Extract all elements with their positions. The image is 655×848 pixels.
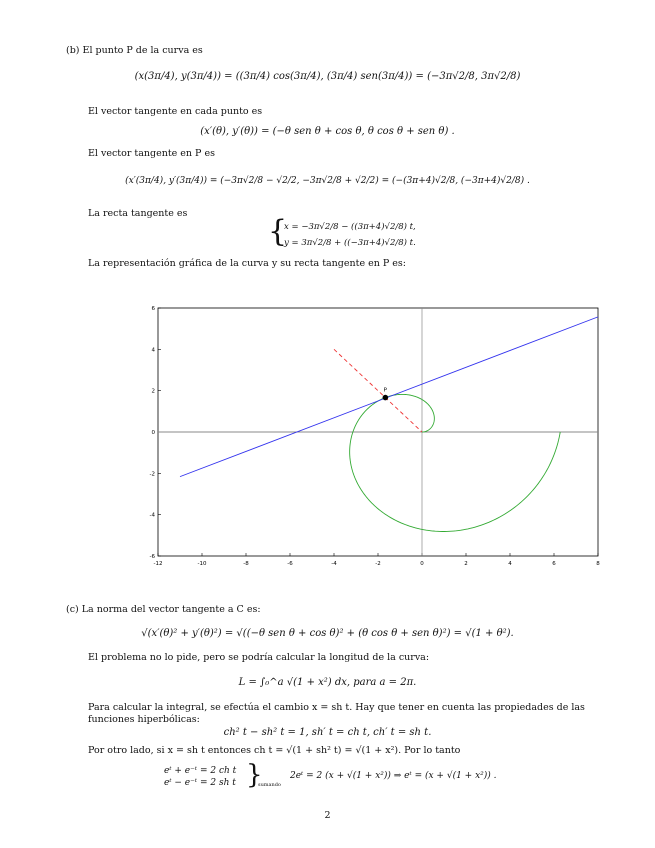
system-brace: { <box>268 214 288 249</box>
normal-line <box>334 349 422 432</box>
other-side-text: Por otro lado, si x = sh t entonces ch t = √(1 + sh² t) = √(1 + x²). Por lo tanto <box>88 745 461 756</box>
x-tick-label: -4 <box>331 561 337 567</box>
tangent-vector-label: El vector tangente en cada punto es <box>88 106 263 117</box>
sumando-label: sumando <box>258 782 281 788</box>
y-tick-label: -6 <box>149 554 155 560</box>
point-p-marker <box>383 395 389 401</box>
tangent-line-chart <box>140 300 610 570</box>
hyperbolic-identities: ch² t − sh² t = 1, sh′ t = ch t, ch′ t = sh t. <box>223 727 432 738</box>
y-tick-label: -2 <box>149 471 155 478</box>
system-result: 2eᵗ = 2 (x + √(1 + x²)) ⇒ eᵗ = (x + √(1 + x²)) . <box>290 771 497 781</box>
plot-label: La representación gráfica de la curva y su recta tangente en P es: <box>88 258 406 269</box>
y-tick-label: 0 <box>151 430 155 436</box>
y-tick-label: 4 <box>151 347 155 354</box>
tangent-line <box>180 317 598 477</box>
tangent-line-x-eq: x = −3π√2/8 − ((3π+4)√2/8) t, <box>284 222 416 232</box>
length-equation: L = ∫₀^a √(1 + x²) dx, para a = 2π. <box>238 677 417 688</box>
page-number: 2 <box>324 810 331 821</box>
system-eq-2: eᵗ − e⁻ᵗ = 2 sh t <box>164 778 236 788</box>
x-tick-label: -2 <box>375 561 381 567</box>
part-c-heading: (c) La norma del vector tangente a C es: <box>66 604 261 615</box>
system-eq-1: eᵗ + e⁻ᵗ = 2 ch t <box>164 766 237 776</box>
y-tick-label: 6 <box>151 306 155 312</box>
x-tick-label: 0 <box>420 561 424 567</box>
length-intro: El problema no lo pide, pero se podría calcular la longitud de la curva: <box>88 652 430 663</box>
x-tick-label: 4 <box>508 561 512 567</box>
integral-text-1: Para calcular la integral, se efectúa el cambio x = sh t. Hay que tener en cuenta las propiedades de las <box>88 702 585 713</box>
y-tick-label: 2 <box>151 388 155 395</box>
tangent-line-label: La recta tangente es <box>88 208 188 219</box>
tangent-line-y-eq: y = 3π√2/8 + ((−3π+4)√2/8) t. <box>284 238 416 248</box>
x-tick-label: 6 <box>552 561 556 567</box>
x-tick-label: -10 <box>197 561 207 567</box>
x-tick-label: -8 <box>243 561 249 567</box>
point-p-equation: (x(3π/4), y(3π/4)) = ((3π/4) cos(3π/4), (3π/4) sen(3π/4)) = (−3π√2/8, 3π√2/8) <box>134 71 521 82</box>
x-tick-label: 2 <box>464 561 468 567</box>
tangent-vector-equation: (x′(θ), y′(θ)) = (−θ sen θ + cos θ, θ cos θ + sen θ) . <box>200 126 455 137</box>
part-b-heading: (b) El punto P de la curva es <box>66 45 203 56</box>
integral-text-2: funciones hiperbólicas: <box>88 714 200 725</box>
spiral-curve <box>350 394 561 531</box>
x-tick-label: 8 <box>596 561 600 567</box>
norm-equation: √(x′(θ)² + y′(θ)²) = √((−θ sen θ + cos θ)² + (θ cos θ + sen θ)²) = √(1 + θ²). <box>141 628 514 639</box>
y-tick-label: -4 <box>149 512 155 519</box>
system-brace-c: } <box>246 760 263 790</box>
point-p-label: P <box>383 387 388 394</box>
x-tick-label: -12 <box>153 561 163 567</box>
tangent-at-p-label: El vector tangente en P es <box>88 148 215 159</box>
tangent-at-p-equation: (x′(3π/4), y′(3π/4)) = (−3π√2/8 − √2/2, −3π√2/8 + √2/2) = (−(3π+4)√2/8, (−3π+4)√2/8) . <box>125 176 530 186</box>
x-tick-label: -6 <box>287 561 293 567</box>
